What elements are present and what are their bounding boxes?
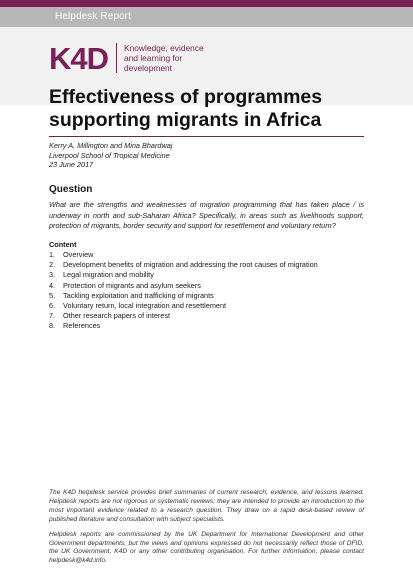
toc-item[interactable]: 7. Other research papers of interest bbox=[49, 311, 171, 321]
document-meta bbox=[49, 141, 172, 170]
toc-item[interactable]: 8. References bbox=[49, 321, 101, 331]
authors: Kerry A. Millington and Mina Bhardwaj bbox=[49, 141, 173, 150]
toc-item[interactable]: 6. Voluntary return, local integration and resettlement bbox=[49, 301, 227, 311]
disclaimer-paragraph-2: Helpdesk reports are commissioned by the UK Department for International Development and other Government departments, but the views and opinions expressed do not necessarily reflect those of DFID, the UK Government, K4D or any other contributing organisation. For further information, please contact helpdesk@k4d.info. bbox=[49, 530, 364, 565]
date: 23 June 2017 bbox=[49, 160, 94, 169]
title-divider bbox=[49, 136, 364, 137]
document-title: Effectiveness of programmes supporting migrants in Africa bbox=[49, 86, 323, 131]
logo-mark: K4D bbox=[49, 40, 109, 76]
toc-item[interactable]: 4. Protection of migrants and asylum seekers bbox=[49, 280, 201, 290]
toc-item[interactable]: 3. Legal migration and mobility bbox=[49, 270, 154, 280]
logo-divider bbox=[116, 43, 117, 73]
toc-item[interactable]: 1. Overview bbox=[49, 250, 94, 259]
toc-item[interactable]: 5. Tackling exploitation and trafficking of migrants bbox=[49, 290, 214, 300]
top-accent-bar bbox=[0, 0, 413, 7]
disclaimer-footer bbox=[49, 489, 364, 572]
table-of-contents bbox=[49, 250, 318, 332]
report-type-label: Helpdesk Report bbox=[55, 11, 131, 22]
question-text: What are the strengths and weaknesses of migration programming that has taken place / is underway in north and sub-Saharan Africa? Specifically, in areas such as livelihoods support, protection of migrants, border security and support for resettlement and voluntary return? bbox=[49, 200, 364, 230]
logo-tagline: Knowledge, evidence and learning for development bbox=[124, 43, 204, 73]
toc-item[interactable]: 2. Development benefits of migration and addressing the root causes of migration bbox=[49, 260, 318, 270]
contents-heading: Content bbox=[49, 240, 77, 249]
k4d-logo bbox=[49, 40, 214, 76]
question-heading: Question bbox=[49, 184, 93, 195]
disclaimer-paragraph-1: The K4D helpdesk service provides brief summaries of current research, evidence, and lessons learned. Helpdesk reports are not rigorous or systematic reviews; they are intended to provide an introduction to the most important evidence related to a research question. They draw on a rapid desk-based review of published literature and consultation with subject specialists. bbox=[49, 489, 364, 523]
institution: Liverpool School of Tropical Medicine bbox=[49, 150, 170, 160]
